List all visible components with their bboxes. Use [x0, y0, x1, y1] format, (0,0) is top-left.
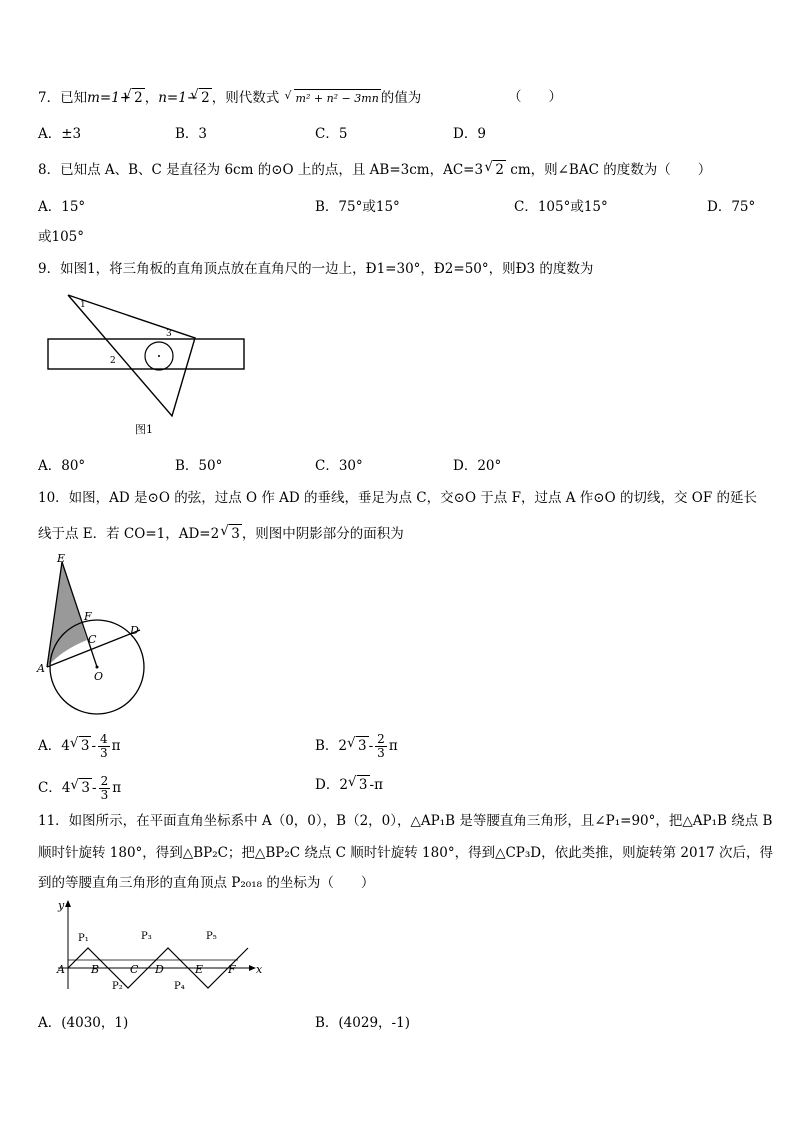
- q11-label-p4: P₄: [174, 981, 185, 992]
- q10-option-c-sq: 3: [81, 780, 91, 796]
- q10-stem-line2: [38, 524, 404, 543]
- q7-sqrt2-val: 2: [201, 90, 210, 106]
- q8-option-d-cont: 或105°: [38, 229, 85, 245]
- q10-option-c-den: 3: [100, 788, 109, 802]
- q10-option-a-pi: π: [111, 738, 121, 754]
- q8-text-b: cm，则∠BAC 的度数为（ ）: [505, 162, 712, 178]
- q10-option-d-sqrt: [357, 775, 370, 794]
- q8-option-d[interactable]: D．75°: [707, 199, 756, 215]
- q8-text: 8．已知点 A、B、C 是直径为 6cm 的⊙O 上的点，且 AB=3cm，AC=3: [38, 162, 484, 178]
- q7-n: n=1−: [158, 90, 199, 106]
- q9-caption: 图1: [135, 423, 153, 436]
- q10-option-b-sqrt: [356, 736, 369, 755]
- q11-label-x: x: [256, 963, 263, 976]
- q11-label-p1: P₁: [78, 933, 89, 944]
- q10-option-a-num: 4: [100, 732, 108, 746]
- q10-option-b-sq: 3: [358, 738, 367, 754]
- q7-paren: （ ）: [508, 89, 562, 105]
- q9-stem: 9．如图1，将三角板的直角顶点放在直角尺的一边上，Ð1=30°，Ð2=50°，则Ð3 的度数为: [38, 261, 594, 277]
- q10-label-e: E: [57, 552, 66, 565]
- q11-stem-line2: 顺时针旋转 180°，得到△BP₂C；把△BP₂C 绕点 C 顺时针旋转 180°，得到△CP₃D，依此类推，则旋转第 2017 次后，得: [38, 845, 774, 861]
- q8-option-b[interactable]: B．75°或15°: [315, 199, 400, 215]
- q10-label-c: C: [88, 633, 97, 646]
- q11-x-arrow: [249, 965, 256, 971]
- q11-label-f: F: [228, 963, 236, 976]
- q11-label-a: A: [57, 963, 65, 976]
- q8-sqrt: [493, 160, 506, 179]
- q10-option-b-frac: [375, 733, 387, 760]
- q10-option-c-sqrt: [79, 778, 92, 797]
- q10-option-d-minus: -π: [369, 777, 383, 793]
- q10-text-line2a: 线于点 E．若 CO=1，AD=2: [38, 526, 220, 542]
- q9-triangle: [68, 295, 195, 416]
- q11-label-p5: P₅: [206, 931, 217, 942]
- q10-option-a-sq: 3: [80, 738, 90, 754]
- q10-label-o: O: [94, 670, 104, 683]
- q9-label-3: 3: [166, 329, 172, 339]
- q7-sqrt2: [199, 88, 212, 107]
- q10-option-b-num: 2: [377, 732, 385, 746]
- q11-stem-line1: 11．如图所示，在平面直角坐标系中 A（0，0），B（2，0），△AP₁B 是等腰直角三角形，且∠P₁=90°，把△AP₁B 绕点 B: [38, 813, 773, 829]
- q7-text-b: ，则代数式: [211, 90, 280, 106]
- q8-sqrt-val: 2: [495, 162, 504, 178]
- q10-option-c-num: 2: [100, 774, 109, 788]
- q9-label-1: 1: [80, 300, 86, 310]
- q8-option-a[interactable]: A．15°: [38, 199, 86, 215]
- q10-option-a[interactable]: [38, 733, 121, 760]
- q7-sqrt-val: 2: [134, 90, 143, 106]
- q11-label-b: B: [91, 963, 100, 976]
- q9-figure: [40, 290, 250, 440]
- q10-sqrt-val: 3: [231, 526, 240, 542]
- q10-option-c-minus: -: [92, 780, 97, 796]
- q10-stem-line1: 10．如图，AD 是⊙O 的弦，过点 O 作 AD 的垂线，垂足为点 C，交⊙O 于点 F，过点 A 作⊙O 的切线，交 OF 的延长: [38, 490, 757, 506]
- q10-option-c-frac: [99, 775, 111, 802]
- q11-option-a[interactable]: A．(4030，1): [38, 1015, 129, 1031]
- q11-label-e: E: [195, 963, 204, 976]
- q7-option-d[interactable]: D．9: [453, 126, 486, 142]
- q11-label-y: y: [58, 899, 65, 912]
- q10-option-b-label: B．2: [315, 738, 348, 754]
- q11-figure: [48, 897, 268, 997]
- q7-stem: [38, 88, 421, 108]
- q7-option-a[interactable]: A．±3: [38, 126, 82, 142]
- q10-option-a-minus: -: [91, 738, 96, 754]
- q10-option-d[interactable]: [315, 775, 383, 794]
- q10-option-c-pi: π: [112, 780, 122, 796]
- q7-text-a: 7．已知: [38, 90, 88, 106]
- q7-comma: ，: [144, 90, 159, 106]
- q11-stem-line3: 到的等腰直角三角形的直角顶点 P₂₀₁₈ 的坐标为（ ）: [38, 875, 375, 891]
- q9-option-d[interactable]: D．20°: [453, 458, 502, 474]
- q11-label-d: D: [155, 963, 164, 976]
- q10-option-a-sqrt: [79, 736, 92, 755]
- q11-option-b[interactable]: B．(4029，-1): [315, 1015, 410, 1031]
- q10-option-b[interactable]: [315, 733, 398, 760]
- q10-option-d-sq: 3: [358, 777, 368, 793]
- q7-m: m=1+: [87, 90, 132, 106]
- q10-option-b-den: 3: [377, 746, 385, 760]
- q10-center-dot: [96, 666, 99, 669]
- q10-label-f: F: [84, 610, 92, 623]
- q7-option-c[interactable]: C．5: [315, 126, 348, 142]
- q7-sqrt: [132, 88, 145, 107]
- q10-sqrt: [229, 524, 242, 543]
- q10-option-d-label: D．2: [315, 777, 348, 793]
- q10-label-a: A: [37, 662, 45, 675]
- q10-option-a-label: A．4: [38, 738, 70, 754]
- q7-text-c: 的值为: [380, 90, 422, 106]
- q10-option-a-frac: [98, 733, 110, 760]
- q9-ruler: [48, 339, 244, 369]
- q7-option-b[interactable]: B．3: [175, 126, 208, 142]
- q7-radicand: m² + n² − 3mn: [295, 92, 379, 105]
- q8-stem: [38, 160, 711, 179]
- q7-radical: [294, 89, 381, 108]
- q10-option-a-den: 3: [100, 746, 108, 760]
- q11-label-c: C: [130, 963, 139, 976]
- q10-option-c[interactable]: [38, 775, 121, 802]
- q9-option-b[interactable]: B．50°: [175, 458, 223, 474]
- q11-label-p3: P₃: [141, 931, 152, 942]
- q9-option-c[interactable]: C．30°: [315, 458, 363, 474]
- q11-y-arrow: [65, 900, 71, 907]
- q9-label-2: 2: [110, 356, 116, 366]
- q10-option-c-label: C．4: [38, 780, 71, 796]
- q9-ruler-dot: [158, 355, 160, 357]
- q8-option-c[interactable]: C．105°或15°: [514, 199, 608, 215]
- q10-text-line2b: ，则图中阴影部分的面积为: [241, 526, 404, 542]
- q10-figure: [32, 552, 152, 722]
- q11-label-p2: P₂: [112, 981, 123, 992]
- q9-option-a[interactable]: A．80°: [38, 458, 86, 474]
- q10-option-b-minus: -: [368, 738, 374, 754]
- q10-label-d: D: [130, 624, 139, 637]
- q10-option-b-pi: π: [388, 738, 398, 754]
